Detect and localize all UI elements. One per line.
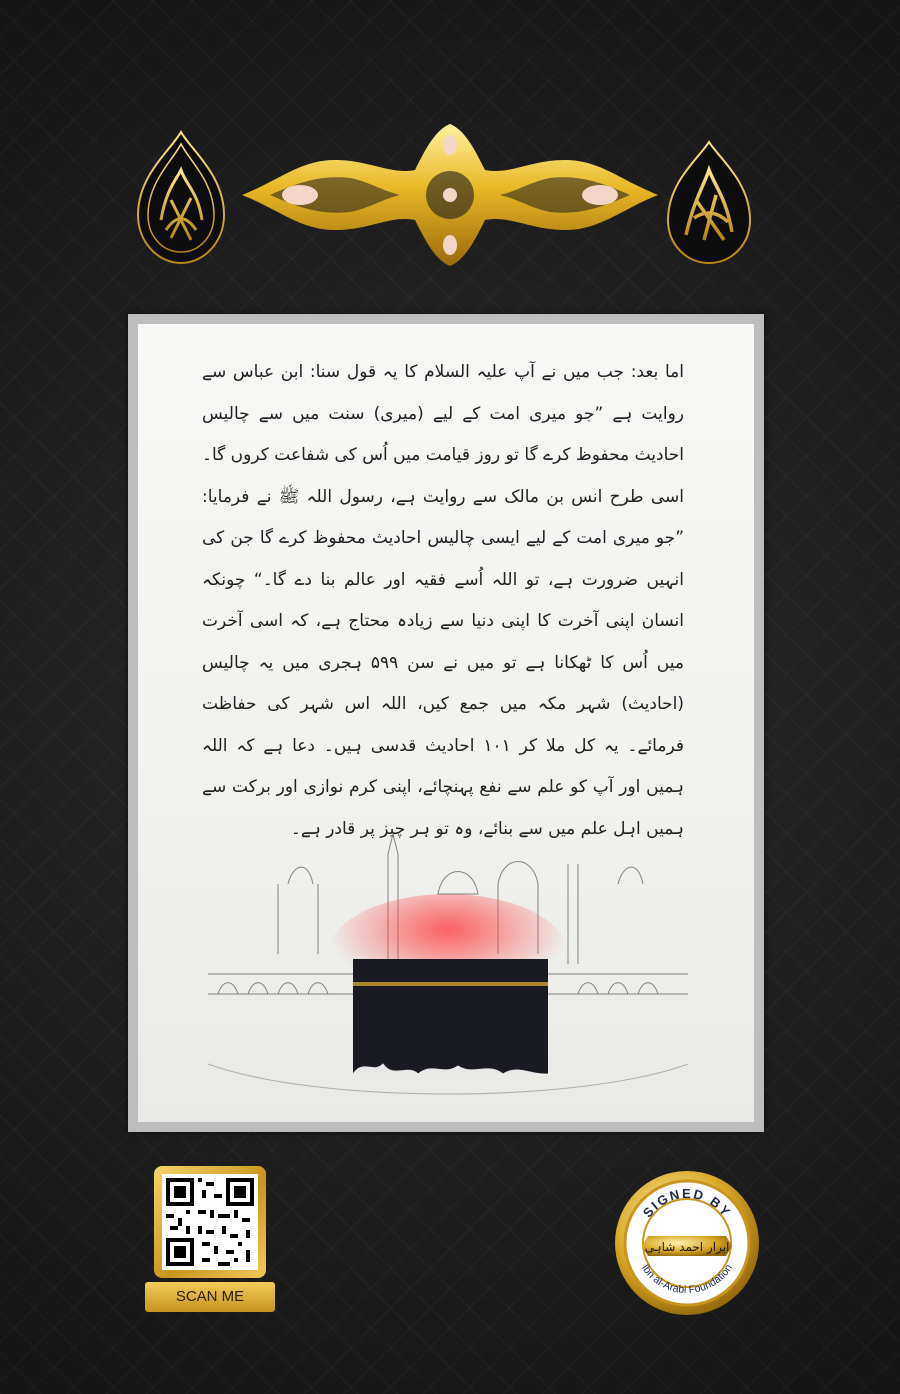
- seal-signature: ابرار احمد شاہی: [644, 1240, 730, 1254]
- document-page: [138, 324, 754, 1122]
- kaaba-sketch-illustration: [198, 824, 698, 1122]
- calligraphy-emblem-right: [666, 140, 752, 265]
- gold-ornament: [240, 120, 660, 270]
- calligraphy-emblem-left: [136, 130, 226, 265]
- urdu-body-text: اما بعد: جب میں نے آپ علیہ السلام کا یہ قول سنا: ابن عباس سے روایت ہے ”جو میری امت کے لیے (میری) سنت میں سے چالیس احادیث محفوظ کرے گا تو روز قیامت میں اُس کی شفاعت کروں گا۔ اسی طرح انس بن مالک سے روایت ہے، رسول اللہ ﷺ نے فرمایا: ”جو میری امت کے لیے ایسی چالیس احادیث محفوظ کرے گا جن کی انہیں ضرورت ہے، تو اللہ اُسے فقیہ اور عالم بنا دے گا۔“ چونکہ انسان اپنی آخرت کا اپنی دنیا سے زیادہ محتاج ہے، کہ اسی آخرت میں اُس کا ٹھکانا ہے تو میں نے سن ۵۹۹ ہجری میں یہ چالیس (احادیث) شہر مکہ میں جمع کیں، اللہ اس شہر کی حفاظت فرمائے۔ یہ کل ملا کر ۱۰۱ احادیث قدسی ہیں۔ دعا ہے کہ اللہ ہمیں اور آپ کو علم سے نفع پہنچائے، اپنی کرم نوازی اور برکت سے ہمیں اہل علم میں سے بنائے، وہ تو ہر چیز پر قادر ہے۔: [202, 362, 684, 839]
- signed-by-seal: [612, 1168, 762, 1318]
- seal-top-text: SIGNED BY: [639, 1185, 735, 1221]
- scan-me-button[interactable]: SCAN ME: [145, 1282, 275, 1312]
- seal-bottom-text: Ibn al-Arabi Foundation: [638, 1262, 736, 1297]
- qr-code[interactable]: [154, 1166, 266, 1278]
